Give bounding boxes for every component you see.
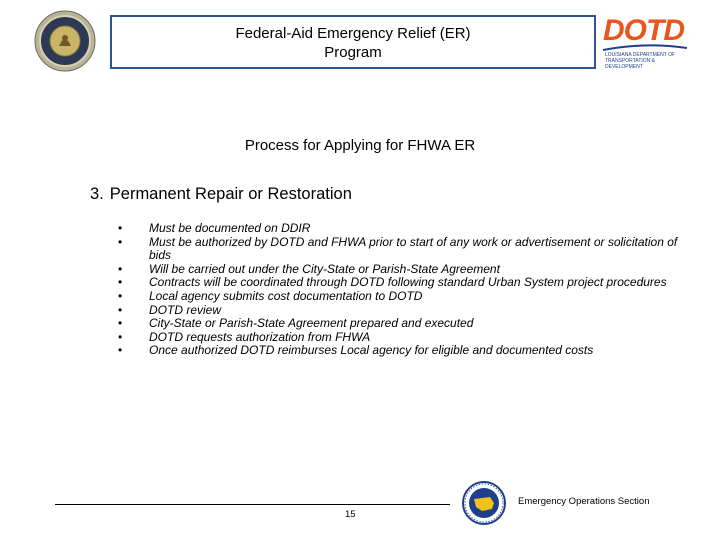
bullet-icon: •: [118, 275, 123, 290]
list-item: • DOTD requests authorization from FHWA: [118, 329, 371, 344]
list-item: • Must be documented on DDIR: [118, 221, 311, 235]
emergency-operations-logo-icon: [462, 481, 506, 525]
list-item: • DOTD review: [118, 302, 222, 317]
title-line-1: Federal-Aid Emergency Relief (ER): [235, 25, 471, 42]
bullet-icon: •: [118, 316, 123, 331]
bullet-icon: •: [118, 302, 123, 317]
list-item: • Local agency submits cost documentation to DOTD: [118, 288, 423, 303]
list-item: • Will be carried out under the City-State or Parish-State Agreement: [118, 261, 500, 276]
list-item: • City-State or Parish-State Agreement prepared and executed: [118, 316, 474, 331]
section-title: Permanent Repair or Restoration: [109, 185, 352, 203]
bullet-icon: •: [118, 329, 123, 344]
process-heading: Process for Applying for FHWA ER: [244, 137, 476, 154]
dotd-wordmark: DOTD: [603, 14, 684, 47]
bullet-icon: •: [118, 288, 123, 303]
title-line-2: Program: [324, 44, 382, 61]
page-number: 15: [345, 509, 356, 520]
dotd-logo: [603, 14, 687, 72]
bullet-icon: •: [118, 261, 123, 276]
list-item: • Contracts will be coordinated through DOTD following standard Urban System project procedures: [118, 275, 667, 290]
section-number: 3.: [90, 185, 104, 203]
dotd-subtitle: LOUISIANA DEPARTMENT OF TRANSPORTATION & DEVELOPMENT: [605, 52, 676, 70]
list-item: • Once authorized DOTD reimburses Local agency for eligible and documented costs: [118, 343, 594, 358]
footer-divider: [55, 504, 450, 505]
bullet-icon: •: [118, 221, 123, 235]
slide-title: [110, 15, 596, 69]
list-item: • Must be authorized by DOTD and FHWA prior to start of any work or advertisement or solicitation of bids: [118, 234, 678, 263]
bullet-icon: •: [118, 343, 123, 358]
louisiana-state-seal-icon: [34, 10, 96, 72]
bullet-icon: •: [118, 234, 123, 249]
road-stripe-icon: [603, 44, 687, 52]
bullet-list: [118, 222, 678, 358]
section-heading: [90, 185, 352, 204]
footer-section-label: Emergency Operations Section: [518, 496, 650, 507]
